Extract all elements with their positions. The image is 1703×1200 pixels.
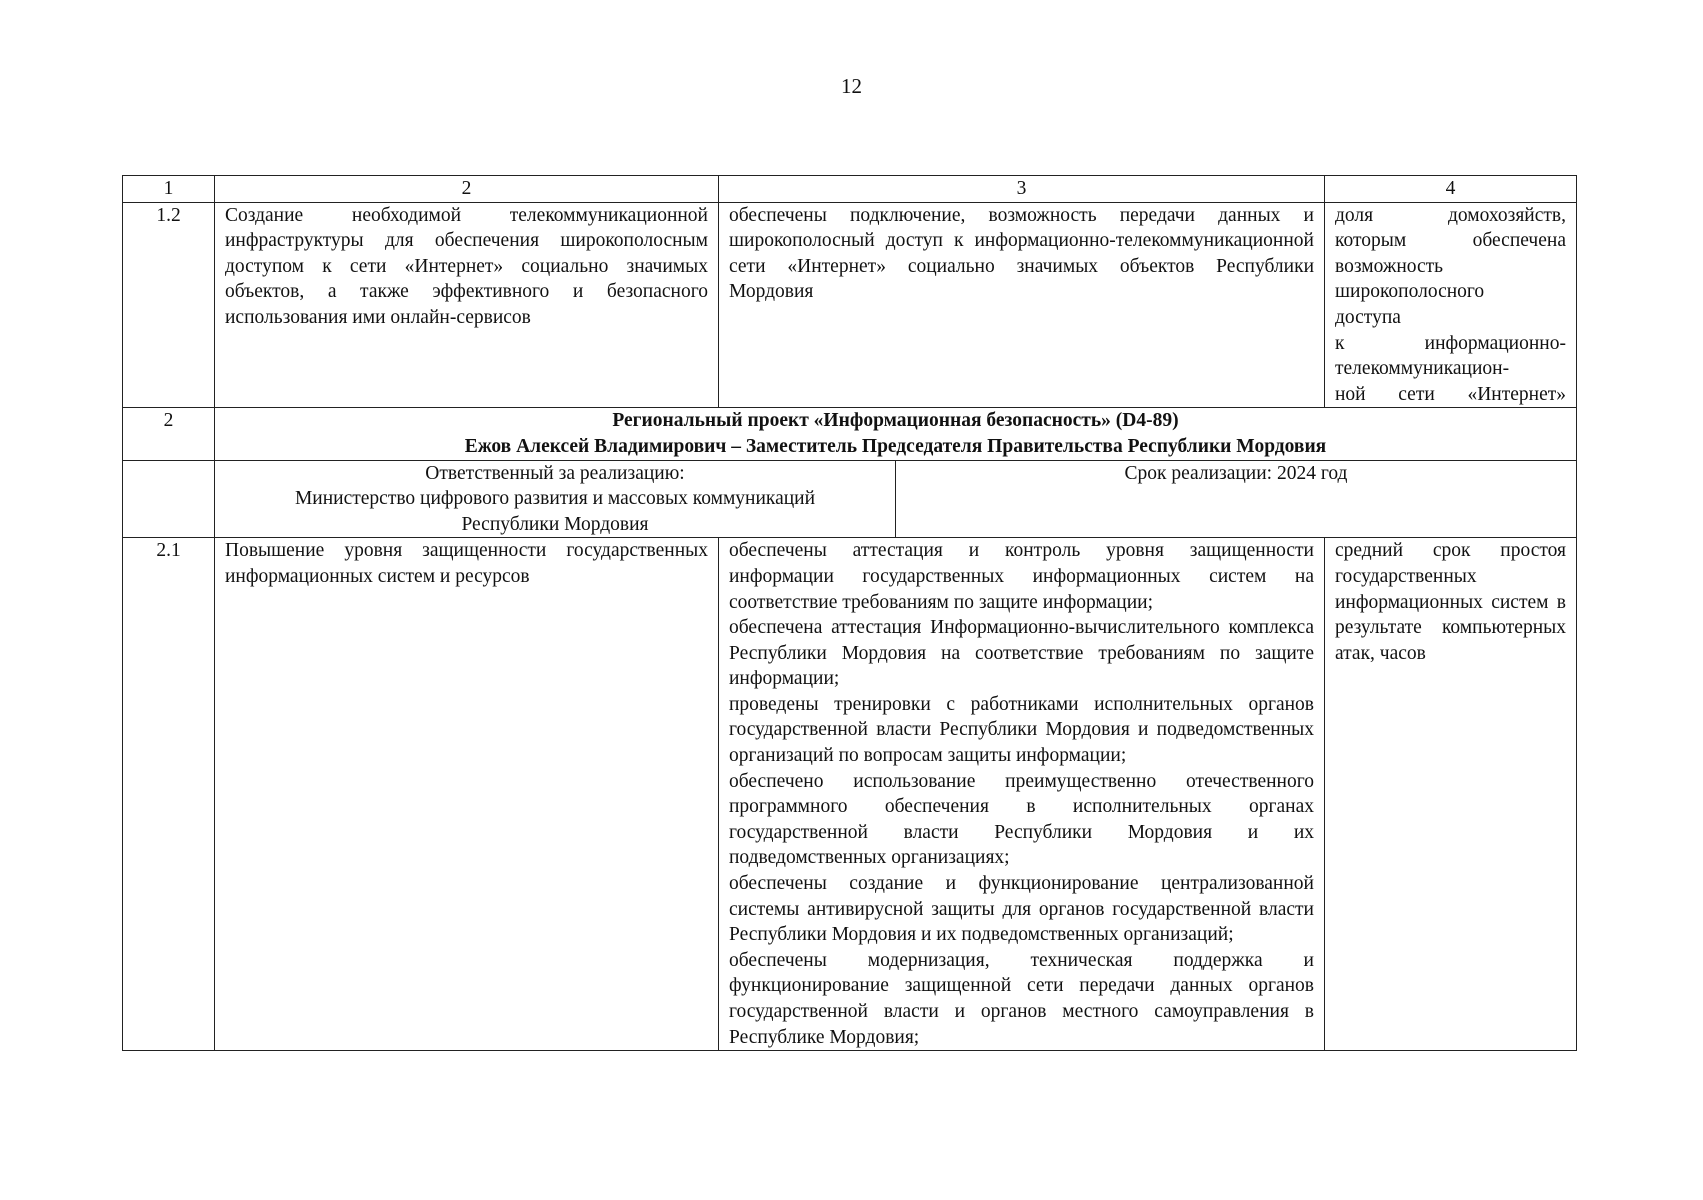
column-number: 3 [719,176,1325,203]
responsible-org: Министерство цифрового развития и массовых коммуникаций [294,488,816,510]
task-cell: Создание необходимой телекоммуникационной инфраструктуры для обеспечения широкополосным доступом к сети «Интернет» социально значимых объектов, а также эффективного и безопасного использования ими онлайн-сервисов [215,202,719,408]
project-head: Ежов Алексей Владимирович – Заместитель Председателя Правительства Республики Мордовия [464,435,1327,457]
indicator-line: широкополосного [1335,281,1485,303]
indicator-line: доля домохозяйств, [1335,204,1566,226]
result-item: проведены тренировки с работниками исполнительных органов государственной власти Республики Мордовия и подведомственных организаций по вопросам защиты информации; [729,693,1314,767]
page-number: 12 [841,74,862,98]
indicator-line: возможность [1335,255,1444,277]
indicator-cell [1325,202,1577,408]
indicator-cell: средний срок простоя государственных информационных систем в результате компьютерных атак, часов [1325,538,1577,1051]
result-item: обеспечена аттестация Информационно-вычислительного комплекса Республики Мордовия на соответствие требованиям по защите информации; [729,617,1314,690]
result-item: обеспечены модернизация, техническая поддержка и функционирование защищенной сети передачи данных органов государственной власти и органов местного самоуправления в Республике Мордовия; [729,949,1314,1048]
result-item: обеспечены создание и функционирование централизованной системы антивирусной защиты для органов государственной власти Республики Мордовия и их подведомственных организаций; [729,873,1314,946]
column-number: 4 [1325,176,1577,203]
row-number: 2 [123,408,215,460]
result-item: обеспечено использование преимущественно отечественного программного обеспечения в исполнительных органах государственной власти Республики Мордовия и их подведомственных организациях; [729,770,1314,869]
empty-cell [123,460,215,538]
table-row [123,538,1577,1051]
indicator-line: доступа [1335,306,1401,328]
project-title: Региональный проект «Информационная безопасность» (D4-89) [612,410,1179,432]
project-row [123,408,1577,460]
indicator-line: которым обеспечена [1335,230,1566,252]
table-row [123,202,1577,408]
task-cell: Повышение уровня защищенности государственных информационных систем и ресурсов [215,538,719,1051]
indicator-line: телекоммуникацион- [1335,358,1510,380]
responsible-label: Ответственный за реализацию: [425,462,685,484]
project-details-row [123,460,1577,538]
responsible-org: Республики Мордовия [461,513,649,535]
implementation-term: Срок реализации: 2024 год [1124,462,1348,484]
result-item: обеспечены аттестация и контроль уровня защищенности информации государственных информационных систем на соответствие требованиям по защите информации; [729,540,1314,613]
project-details-cell [215,460,1577,538]
responsible-block [215,461,896,538]
term-block [896,461,1576,538]
result-cell: обеспечены подключение, возможность передачи данных и широкополосный доступ к информационно-телекоммуникационной сети «Интернет» социально значимых объектов Республики Мордовия [719,202,1325,408]
indicator-line: ной сети «Интернет» [1335,383,1566,405]
plan-table [122,175,1577,1051]
indicator-line: к информационно- [1335,332,1566,354]
result-cell [719,538,1325,1051]
project-title-cell [215,408,1577,460]
row-number: 2.1 [123,538,215,1051]
column-number-row [123,176,1577,203]
row-number: 1.2 [123,202,215,408]
column-number: 1 [123,176,215,203]
column-number: 2 [215,176,719,203]
